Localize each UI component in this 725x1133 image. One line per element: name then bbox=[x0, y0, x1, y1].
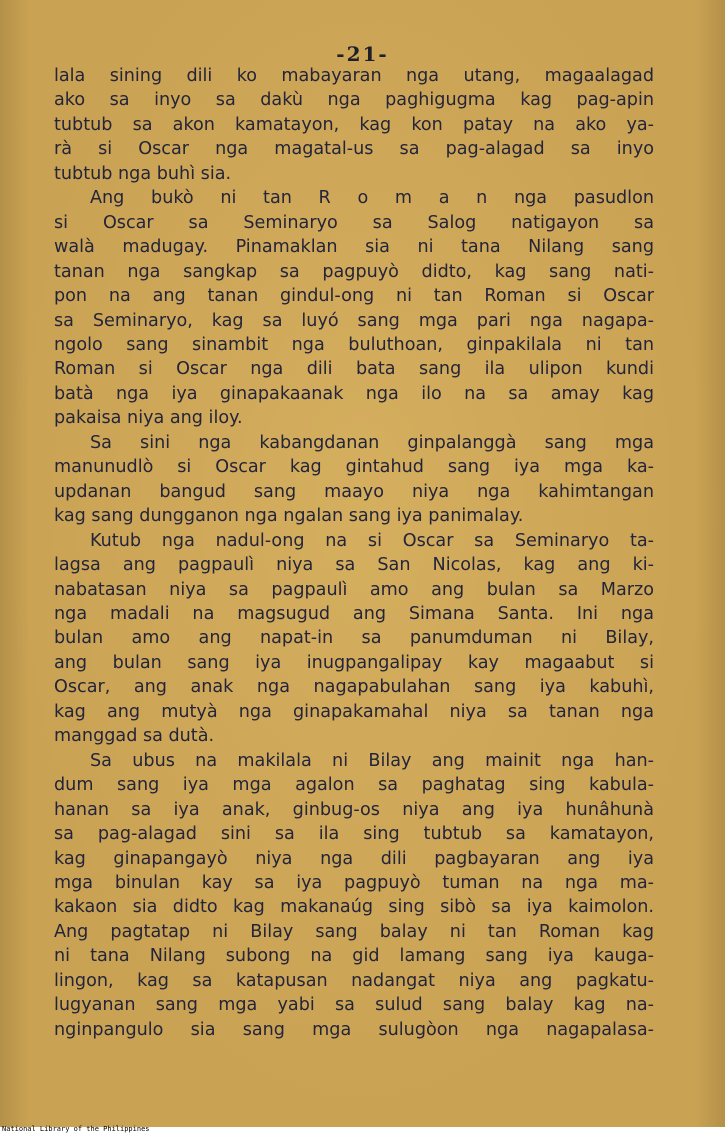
text-line: ako sa inyo sa dakù nga paghigugma kag pag-apin bbox=[54, 90, 654, 111]
text-line: ni tana Nilang subong na gid lamang sang iya kauga- bbox=[54, 946, 654, 967]
text-line: tanan nga sangkap sa pagpuyò didto, kag sang nati- bbox=[54, 261, 654, 282]
text-line: pon na ang tanan gindul-ong ni tan Roman si Oscar bbox=[54, 286, 654, 307]
text-line: rà si Oscar nga magatal-us sa pag-alagad sa inyo bbox=[54, 139, 654, 160]
text-line: mga binulan kay sa iya pagpuyò tuman na nga ma- bbox=[54, 872, 654, 893]
text-line: pakaisa niya ang iloy. bbox=[54, 408, 243, 429]
text-line: hanan sa iya anak, ginbug-os niya ang iya hunâhunà bbox=[54, 799, 654, 820]
text-line: kag ang mutyà nga ginapakamahal niya sa tanan nga bbox=[54, 701, 654, 722]
library-credit: National Library of the Philippines bbox=[2, 1125, 150, 1133]
text-line: dum sang iya mga agalon sa paghatag sing kabula- bbox=[54, 775, 654, 796]
text-line: si Oscar sa Seminaryo sa Salog natigayon sa bbox=[54, 212, 654, 233]
text-line: Sa ubus na makilala ni Bilay ang mainit nga han- bbox=[90, 750, 654, 771]
text-line: kakaon sia didto kag makanaúg sing sibò sa iya kaimolon. bbox=[54, 897, 654, 918]
text-line: manunudlò si Oscar kag gintahud sang iya mga ka- bbox=[54, 457, 654, 478]
text-line: Oscar, ang anak nga nagapabulahan sang iya kabuhì, bbox=[54, 677, 654, 698]
text-line: ngolo sang sinambit nga buluthoan, ginpakilala ni tan bbox=[54, 334, 654, 355]
text-line: walà madugay. Pinamaklan sia ni tana Nilang sang bbox=[54, 237, 654, 258]
text-line: batà nga iya ginapakaanak nga ilo na sa amay kag bbox=[54, 383, 654, 404]
text-line: Kutub nga nadul-ong na si Oscar sa Seminaryo ta- bbox=[90, 530, 654, 551]
text-line: bulan amo ang napat-in sa panumduman ni Bilay, bbox=[54, 628, 654, 649]
text-line: kag sang dungganon nga ngalan sang iya panimalay. bbox=[54, 506, 524, 527]
text-line: nga madali na magsugud ang Simana Santa. Ini nga bbox=[54, 603, 654, 624]
text-line: lingon, kag sa katapusan nadangat niya ang pagkatu- bbox=[54, 970, 654, 991]
text-line: updanan bangud sang maayo niya nga kahimtangan bbox=[54, 481, 654, 502]
text-line: tubtub nga buhì sia. bbox=[54, 163, 232, 184]
text-line: ang bulan sang iya inugpangalipay kay magaabut si bbox=[54, 652, 654, 673]
text-line: tubtub sa akon kamatayon, kag kon patay na ako ya- bbox=[54, 114, 654, 135]
body-text bbox=[54, 64, 654, 1042]
text-line: lagsa ang pagpaulì niya sa San Nicolas, kag ang ki- bbox=[54, 555, 654, 576]
text-line: sa pag-alagad sini sa ila sing tubtub sa kamatayon, bbox=[54, 824, 654, 845]
text-line: Sa sini nga kabangdanan ginpalanggà sang mga bbox=[90, 432, 654, 453]
text-line: Ang pagtatap ni Bilay sang balay ni tan Roman kag bbox=[54, 921, 654, 942]
page-number: -21- bbox=[336, 42, 389, 66]
text-line: lala sining dili ko mabayaran nga utang, magaalagad bbox=[54, 66, 654, 86]
text-line: Roman si Oscar nga dili bata sang ila ulipon kundi bbox=[54, 359, 654, 380]
text-line: Ang bukò ni tan R o m a n nga pasudlon bbox=[90, 188, 654, 209]
text-line: lugyanan sang mga yabi sa sulud sang balay kag na- bbox=[54, 995, 654, 1016]
text-line: kag ginapangayò niya nga dili pagbayaran ang iya bbox=[54, 848, 654, 869]
text-line: nginpangulo sia sang mga sulugòon nga nagapalasa- bbox=[54, 1019, 654, 1040]
text-line: sa Seminaryo, kag sa luyó sang mga pari nga nagapa- bbox=[54, 310, 654, 331]
text-line: nabatasan niya sa pagpaulì amo ang bulan sa Marzo bbox=[54, 579, 654, 600]
text-line: manggad sa dutà. bbox=[54, 726, 215, 747]
